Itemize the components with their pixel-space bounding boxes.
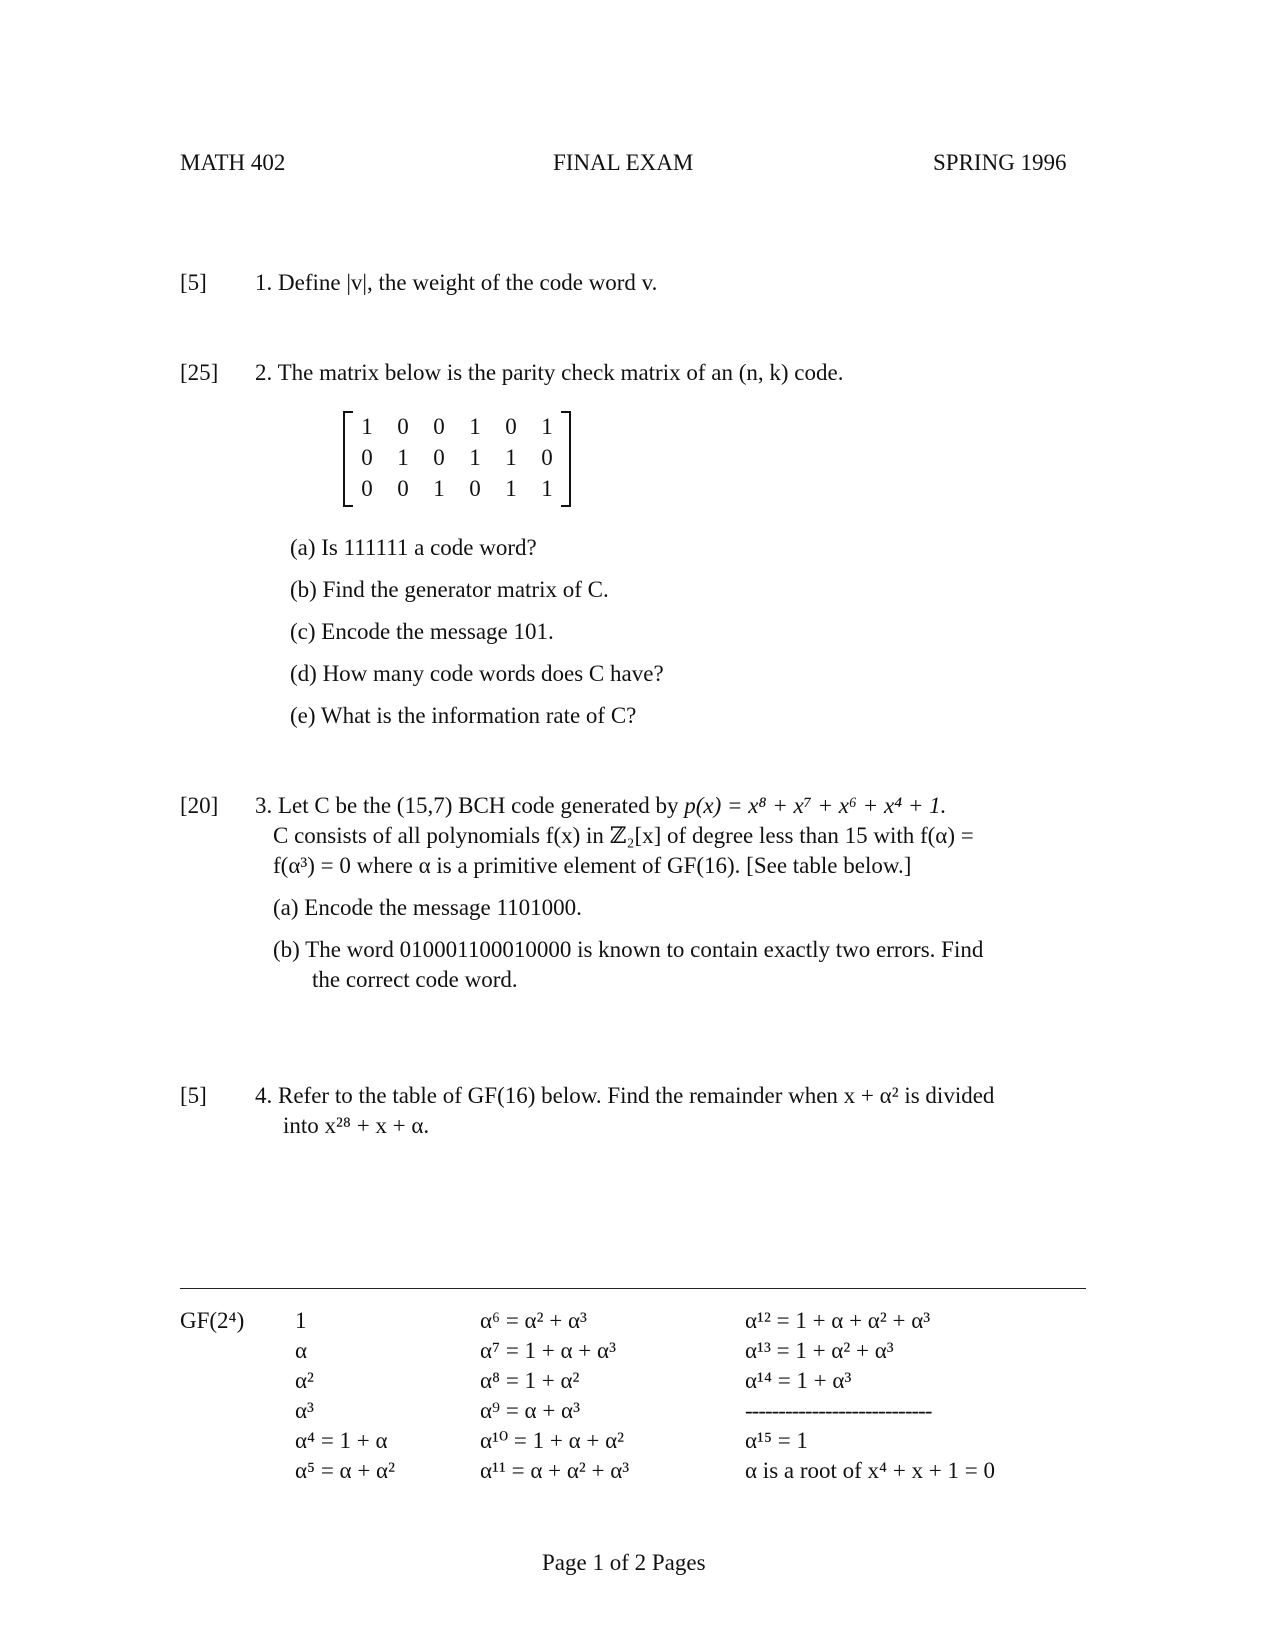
q1-points: [5] <box>180 270 207 295</box>
q1-text: 1. Define |v|, the weight of the code word v. <box>255 270 658 295</box>
gf-root-note: α is a root of x⁴ + x + 1 = 0 <box>745 1458 995 1483</box>
q4-line1: 4. Refer to the table of GF(16) below. Find the remainder when x + α² is divided <box>255 1083 995 1108</box>
matrix-cell: 0 <box>397 476 409 501</box>
matrix-cell: 0 <box>397 414 409 439</box>
matrix-grid <box>349 411 565 504</box>
q3-line1 <box>255 793 946 819</box>
gf-separator: ---------------------------- <box>745 1398 932 1423</box>
gf-entry: α⁸ = 1 + α² <box>480 1368 580 1393</box>
gf-entry: α¹⁴ = 1 + α³ <box>745 1368 852 1393</box>
matrix-cell: 0 <box>361 445 373 470</box>
matrix-cell: 1 <box>469 414 481 439</box>
q2-part-a: (a) Is 111111 a code word? <box>290 535 537 560</box>
q3-points: [20] <box>180 793 219 818</box>
table-divider <box>180 1288 1086 1289</box>
gf-entry: α¹² = 1 + α + α² + α³ <box>745 1308 931 1333</box>
gf-table-label: GF(2⁴) <box>180 1308 245 1333</box>
q3-line2: C consists of all polynomials f(x) in ℤ₂[x] of degree less than 15 with f(α) = <box>273 823 974 848</box>
gf-entry: α <box>295 1338 308 1363</box>
q4-line2: into x²⁸ + x + α. <box>283 1113 430 1138</box>
matrix-cell: 0 <box>469 476 481 501</box>
q2-part-e: (e) What is the information rate of C? <box>290 703 637 728</box>
term-label: SPRING 1996 <box>933 150 1067 175</box>
gf-entry: α⁴ = 1 + α <box>295 1428 388 1453</box>
parity-check-matrix <box>343 411 571 505</box>
q3-line1-prefix: 3. Let C be the (15,7) BCH code generated by <box>255 793 679 818</box>
matrix-cell: 1 <box>469 445 481 470</box>
matrix-cell: 1 <box>505 445 517 470</box>
course-title: MATH 402 <box>180 150 286 175</box>
matrix-cell: 0 <box>361 476 373 501</box>
gf-entry: α¹¹ = α + α² + α³ <box>480 1458 630 1483</box>
matrix-cell: 0 <box>433 414 445 439</box>
q3-generator-polynomial: p(x) = x⁸ + x⁷ + x⁶ + x⁴ + 1. <box>684 793 947 818</box>
q3-line3: f(α³) = 0 where α is a primitive element of GF(16). [See table below.] <box>273 853 912 878</box>
matrix-right-bracket <box>561 411 571 507</box>
q2-part-c: (c) Encode the message 101. <box>290 619 554 644</box>
matrix-cell: 0 <box>433 445 445 470</box>
matrix-cell: 1 <box>541 414 553 439</box>
gf-entry: α⁵ = α + α² <box>295 1458 396 1483</box>
matrix-cell: 1 <box>541 476 553 501</box>
matrix-row <box>349 473 565 504</box>
gf-entry: α⁷ = 1 + α + α³ <box>480 1338 616 1363</box>
q2-part-b: (b) Find the generator matrix of C. <box>290 577 609 602</box>
matrix-cell: 1 <box>361 414 373 439</box>
q3-part-b-line1: (b) The word 010001100010000 is known to contain exactly two errors. Find <box>273 937 984 962</box>
q2-text: 2. The matrix below is the parity check matrix of an (n, k) code. <box>255 360 844 385</box>
q2-points: [25] <box>180 360 219 385</box>
gf-entry: 1 <box>295 1308 307 1333</box>
gf-entry: α⁶ = α² + α³ <box>480 1308 587 1333</box>
matrix-cell: 1 <box>397 445 409 470</box>
matrix-cell: 1 <box>433 476 445 501</box>
gf-entry: α³ <box>295 1398 314 1423</box>
page-number: Page 1 of 2 Pages <box>542 1550 706 1575</box>
matrix-cell: 1 <box>505 476 517 501</box>
q2-part-d: (d) How many code words does C have? <box>290 661 664 686</box>
matrix-row <box>349 411 565 442</box>
exam-title: FINAL EXAM <box>553 150 694 175</box>
gf-entry: α¹⁵ = 1 <box>745 1428 808 1453</box>
gf-entry: α² <box>295 1368 314 1393</box>
gf-entry: α¹⁰ = 1 + α + α² <box>480 1428 625 1453</box>
q3-part-b-line2: the correct code word. <box>312 967 518 992</box>
q4-points: [5] <box>180 1083 207 1108</box>
gf-entry: α¹³ = 1 + α² + α³ <box>745 1338 894 1363</box>
matrix-row <box>349 442 565 473</box>
gf-entry: α⁹ = α + α³ <box>480 1398 581 1423</box>
matrix-cell: 0 <box>505 414 517 439</box>
matrix-cell: 0 <box>541 445 553 470</box>
q3-part-a: (a) Encode the message 1101000. <box>273 895 582 920</box>
